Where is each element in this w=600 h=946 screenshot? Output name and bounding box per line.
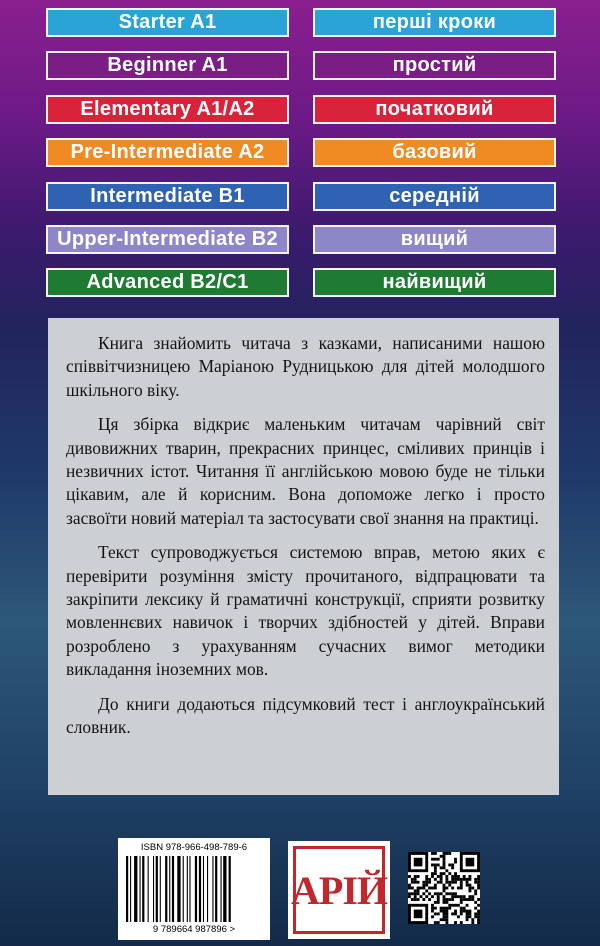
description-paragraph: Текст супроводжується системою вправ, метою яких є перевірити розуміння змісту прочитаного, відпрацювати та закріпити лексику й граматичні конструкції, сприяти розвитку мовленнєвих навичок і творчих здібностей у дітей. Вправи розроблено з урахуванням сучасних вимог методики викладання іноземних мов. [66,542,545,680]
level-name-en: Beginner A1 [46,51,289,80]
level-row [46,138,556,167]
level-row [46,182,556,211]
level-row [46,51,556,80]
level-name-ua: найвищий [313,268,556,297]
level-name-ua: базовий [313,138,556,167]
book-description [48,318,559,795]
description-paragraph: До книги додаються підсумковий тест і англоукраїнський словник. [66,693,545,738]
barcode-number: 9 789664 987896 > [152,924,236,935]
level-scale [46,8,556,312]
level-name-en: Elementary A1/A2 [46,95,289,124]
publisher-name: АРІЙ [293,846,385,934]
description-paragraph: Книга знайомить читача з казками, написаними нашою співвітчизницею Маріаною Рудницькою для дітей молодшого шкільного віку. [66,333,545,400]
level-name-ua: початковий [313,95,556,124]
description-paragraph: Ця збірка відкриє маленьким читачам чарівний світ дивовижних тварин, прекрасних принцес, сміливих принців і незвичних істот. Читання її англійською мовою буде не тільки цікавим, але й корисним. Вона допоможе легко і просто засвоїти новий матеріал та застосувати свої знання на практиці. [66,414,545,528]
level-name-ua: перші кроки [313,8,556,37]
level-name-en: Starter A1 [46,8,289,37]
level-name-en: Intermediate B1 [46,182,289,211]
level-row [46,268,556,297]
qr-code [408,852,480,924]
level-name-en: Upper-Intermediate B2 [46,225,289,254]
barcode-bars [122,856,266,924]
level-row [46,225,556,254]
level-row [46,8,556,37]
isbn-barcode [118,838,270,940]
level-name-ua: простий [313,51,556,80]
isbn-label: ISBN 978-966-498-789-6 [140,842,248,853]
level-row [46,95,556,124]
level-name-ua: вищий [313,225,556,254]
publisher-logo [288,841,390,939]
level-name-ua: середній [313,182,556,211]
level-name-en: Advanced B2/C1 [46,268,289,297]
level-name-en: Pre-Intermediate A2 [46,138,289,167]
